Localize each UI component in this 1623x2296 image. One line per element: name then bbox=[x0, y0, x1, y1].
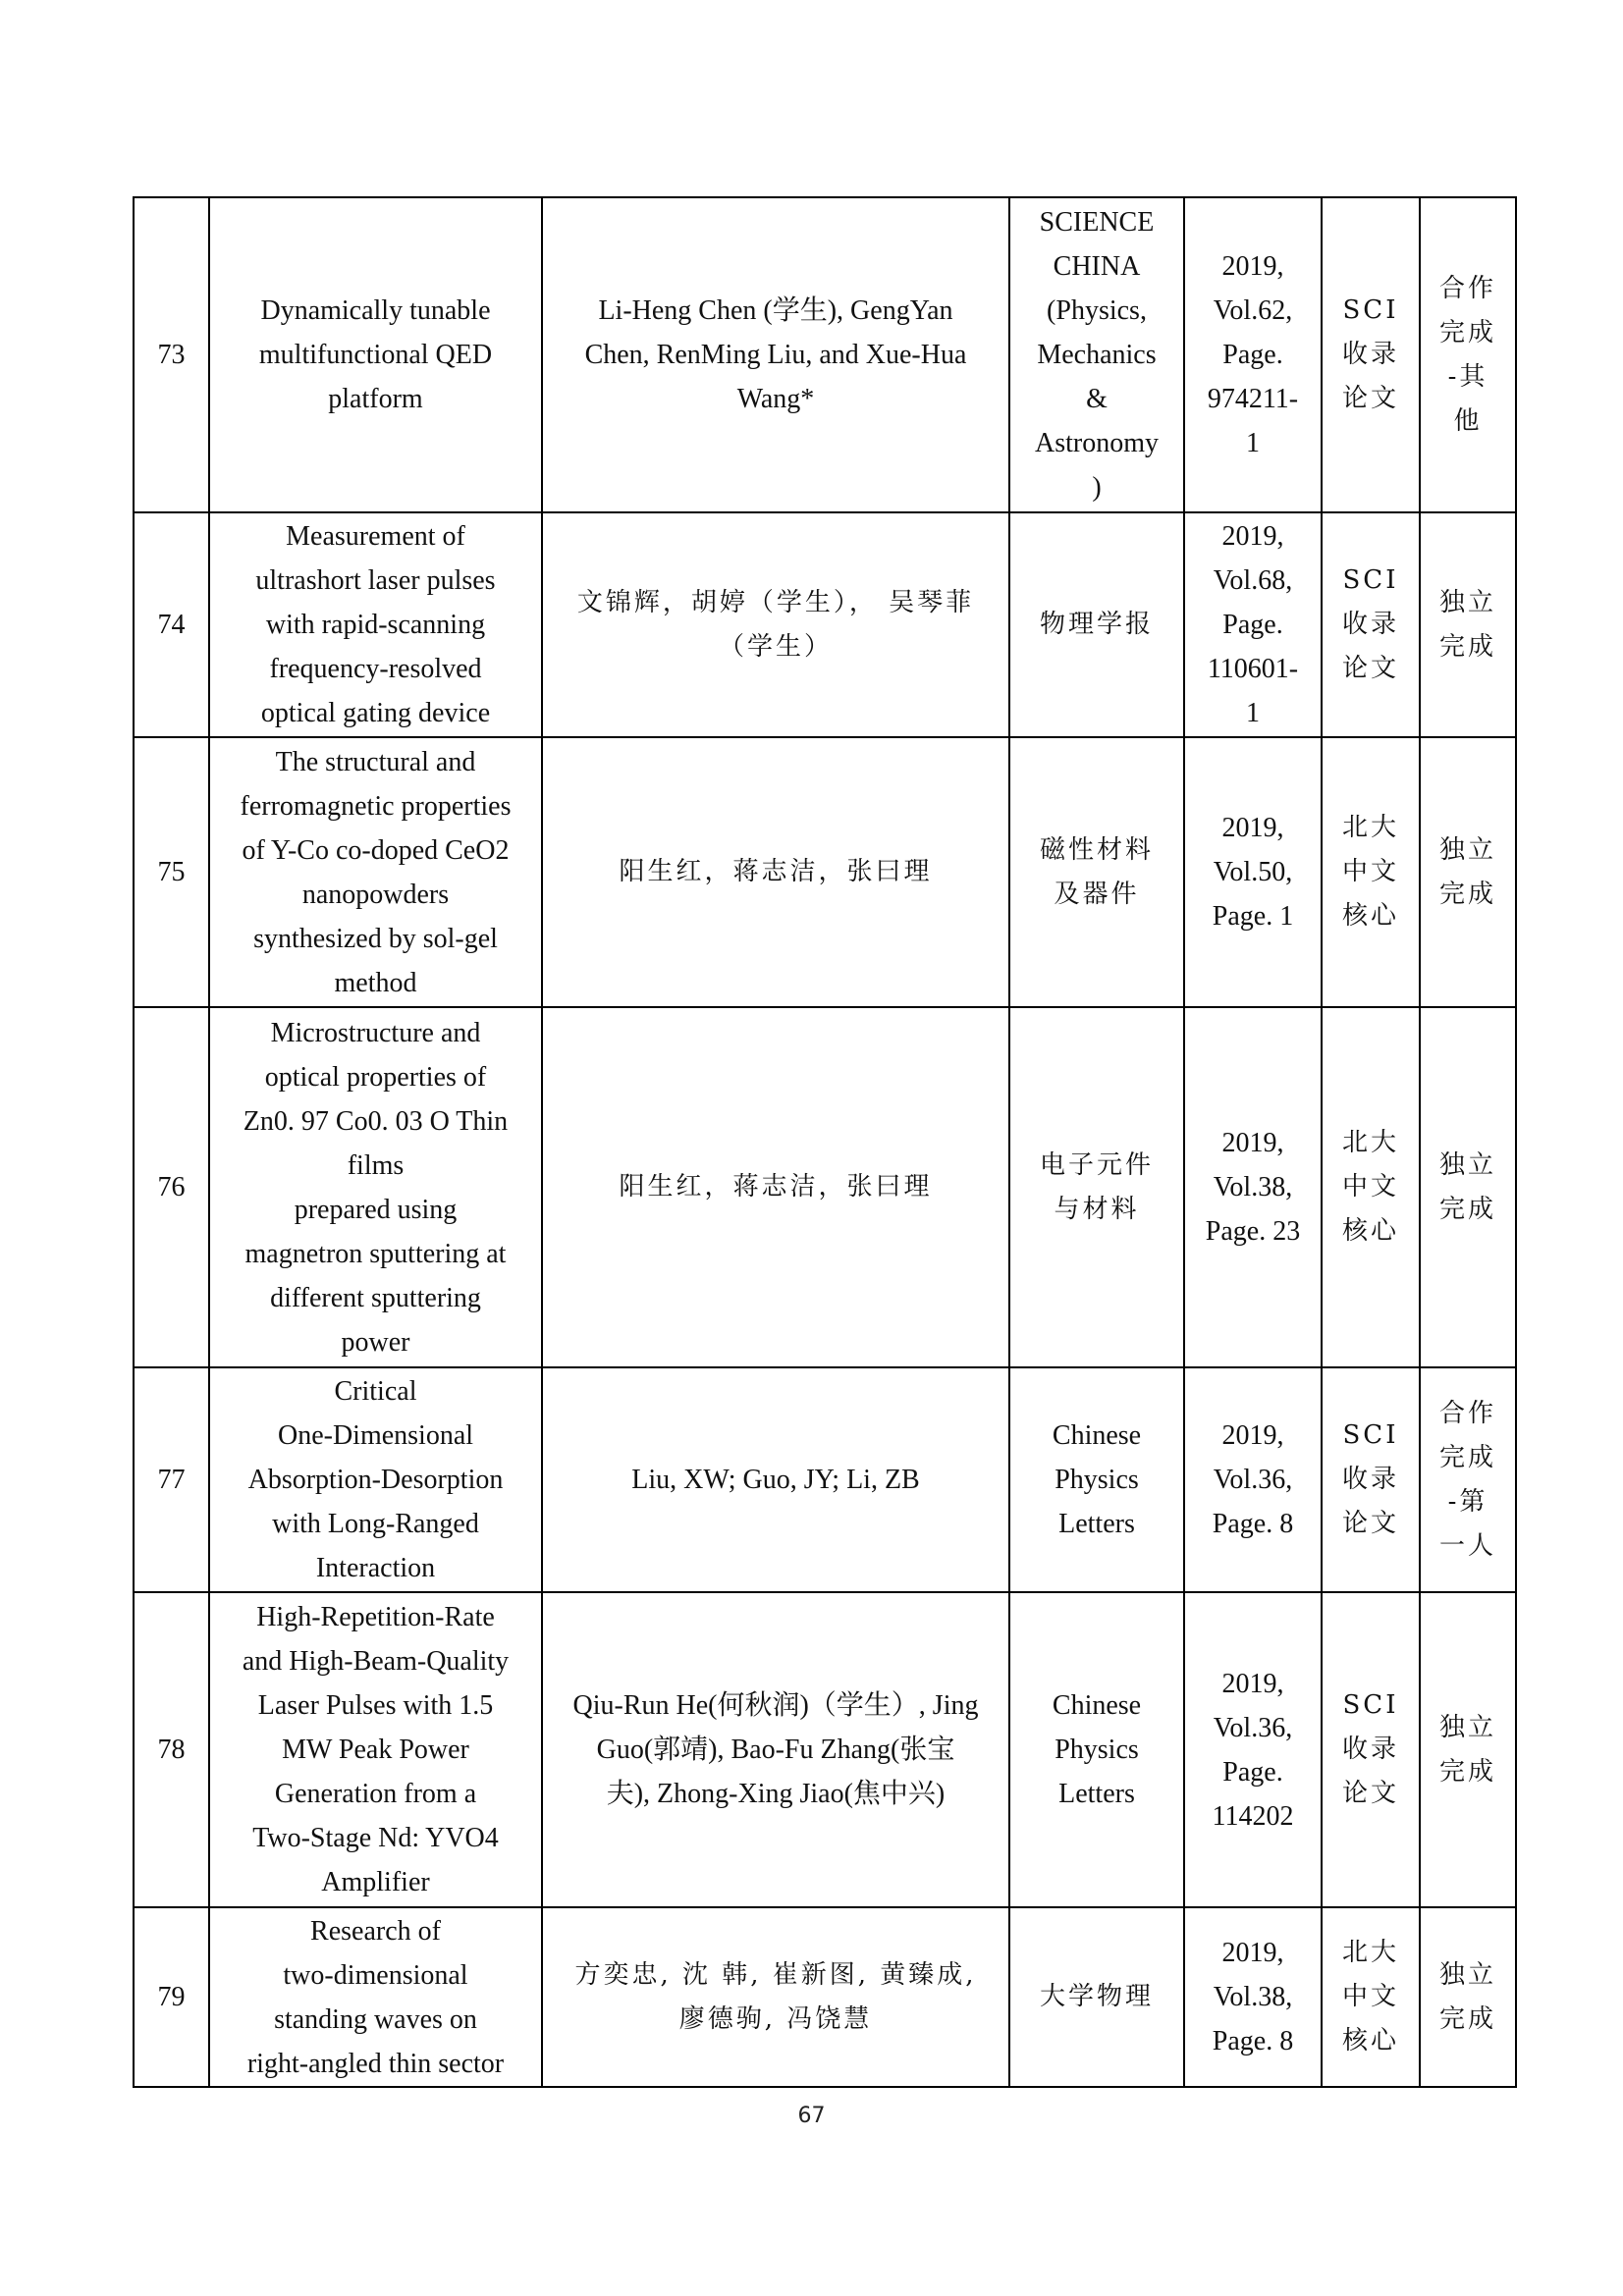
row-number: 73 bbox=[134, 197, 209, 512]
index-type: 北大 中文 核心 bbox=[1322, 1007, 1420, 1367]
publication-table bbox=[133, 196, 1517, 2088]
publication-info: 2019, Vol.36, Page. 8 bbox=[1184, 1367, 1322, 1592]
paper-title: Measurement of ultrashort laser pulses with rapid-scanning frequency-resolved optical gating device bbox=[209, 512, 542, 737]
row-number: 79 bbox=[134, 1907, 209, 2087]
journal-name: Chinese Physics Letters bbox=[1009, 1592, 1184, 1907]
publication-info: 2019, Vol.68, Page. 110601- 1 bbox=[1184, 512, 1322, 737]
table-row bbox=[134, 737, 1516, 1007]
table-row bbox=[134, 1367, 1516, 1592]
table-row bbox=[134, 1907, 1516, 2087]
row-number: 76 bbox=[134, 1007, 209, 1367]
index-type: SCI 收录 论文 bbox=[1322, 197, 1420, 512]
index-type: 北大 中文 核心 bbox=[1322, 1907, 1420, 2087]
publication-info: 2019, Vol.38, Page. 8 bbox=[1184, 1907, 1322, 2087]
paper-title: Critical One-Dimensional Absorption-Desorption with Long-Ranged Interaction bbox=[209, 1367, 542, 1592]
journal-name: Chinese Physics Letters bbox=[1009, 1367, 1184, 1592]
journal-name: 物理学报 bbox=[1009, 512, 1184, 737]
paper-title: Dynamically tunable multifunctional QED platform bbox=[209, 197, 542, 512]
paper-title: Microstructure and optical properties of Zn0. 97 Co0. 03 O Thin films prepared using magnetron sputtering at different sputtering power bbox=[209, 1007, 542, 1367]
journal-name: SCIENCE CHINA (Physics, Mechanics & Astronomy ) bbox=[1009, 197, 1184, 512]
completion-status: 独立 完成 bbox=[1420, 1007, 1516, 1367]
index-type: SCI 收录 论文 bbox=[1322, 512, 1420, 737]
journal-name: 电子元件 与材料 bbox=[1009, 1007, 1184, 1367]
paper-title: High-Repetition-Rate and High-Beam-Quality Laser Pulses with 1.5 MW Peak Power Generation from a Two-Stage Nd: YVO4 Amplifier bbox=[209, 1592, 542, 1907]
paper-authors: 文锦辉，胡婷（学生）， 吴琴菲 （学生） bbox=[542, 512, 1009, 737]
publication-info: 2019, Vol.62, Page. 974211- 1 bbox=[1184, 197, 1322, 512]
row-number: 75 bbox=[134, 737, 209, 1007]
paper-authors: 阳生红，蒋志洁，张曰理 bbox=[542, 1007, 1009, 1367]
table-row bbox=[134, 512, 1516, 737]
completion-status: 独立 完成 bbox=[1420, 737, 1516, 1007]
publication-info: 2019, Vol.38, Page. 23 bbox=[1184, 1007, 1322, 1367]
row-number: 74 bbox=[134, 512, 209, 737]
paper-authors: Liu, XW; Guo, JY; Li, ZB bbox=[542, 1367, 1009, 1592]
paper-authors: 阳生红，蒋志洁，张曰理 bbox=[542, 737, 1009, 1007]
paper-authors: Li-Heng Chen (学生), GengYan Chen, RenMing Liu, and Xue-Hua Wang* bbox=[542, 197, 1009, 512]
page-number: 67 bbox=[797, 2104, 826, 2128]
completion-status: 独立 完成 bbox=[1420, 1907, 1516, 2087]
table-row bbox=[134, 197, 1516, 512]
completion-status: 独立 完成 bbox=[1420, 1592, 1516, 1907]
paper-title: The structural and ferromagnetic properties of Y-Co co-doped CeO2 nanopowders synthesized by sol-gel method bbox=[209, 737, 542, 1007]
journal-name: 大学物理 bbox=[1009, 1907, 1184, 2087]
journal-name: 磁性材料 及器件 bbox=[1009, 737, 1184, 1007]
index-type: SCI 收录 论文 bbox=[1322, 1367, 1420, 1592]
row-number: 77 bbox=[134, 1367, 209, 1592]
table-row bbox=[134, 1592, 1516, 1907]
publication-info: 2019, Vol.36, Page. 114202 bbox=[1184, 1592, 1322, 1907]
publication-info: 2019, Vol.50, Page. 1 bbox=[1184, 737, 1322, 1007]
publication-table-body bbox=[134, 197, 1516, 2087]
completion-status: 独立 完成 bbox=[1420, 512, 1516, 737]
table-row bbox=[134, 1007, 1516, 1367]
row-number: 78 bbox=[134, 1592, 209, 1907]
completion-status: 合作 完成 -其 他 bbox=[1420, 197, 1516, 512]
paper-authors: Qiu-Run He(何秋润)（学生）, Jing Guo(郭靖), Bao-Fu Zhang(张宝 夫), Zhong-Xing Jiao(焦中兴) bbox=[542, 1592, 1009, 1907]
paper-title: Research of two-dimensional standing waves on right-angled thin sector bbox=[209, 1907, 542, 2087]
completion-status: 合作 完成 -第 一人 bbox=[1420, 1367, 1516, 1592]
paper-authors: 方奕忠, 沈 韩, 崔新图, 黄臻成, 廖德驹, 冯饶慧 bbox=[542, 1907, 1009, 2087]
index-type: SCI 收录 论文 bbox=[1322, 1592, 1420, 1907]
index-type: 北大 中文 核心 bbox=[1322, 737, 1420, 1007]
